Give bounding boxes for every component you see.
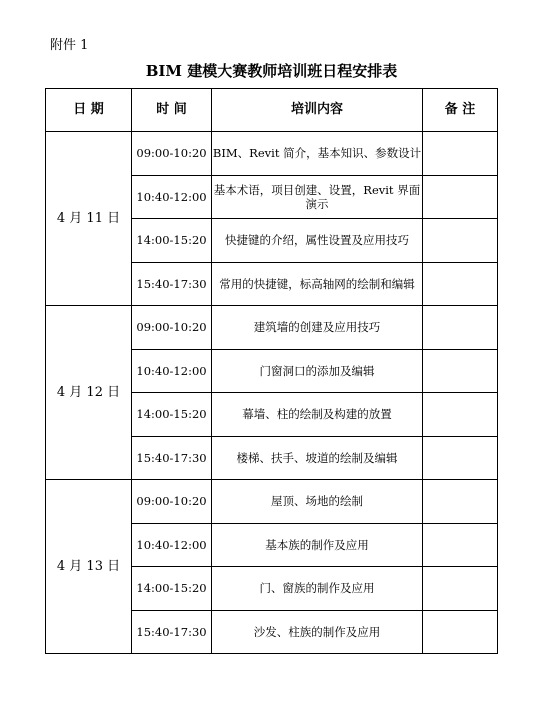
remarks-cell: [423, 480, 498, 524]
content-cell: 建筑墙的创建及应用技巧: [212, 306, 423, 350]
remarks-cell: [423, 306, 498, 350]
remarks-cell: [423, 262, 498, 306]
time-cell: 15:40-17:30: [132, 262, 212, 306]
remarks-cell: [423, 393, 498, 437]
remarks-cell: [423, 219, 498, 263]
header-date: 日 期: [46, 89, 132, 132]
content-cell: BIM、Revit 简介，基本知识、参数设计: [212, 132, 423, 176]
table-row: [46, 480, 498, 524]
attachment-label: 附件 1: [50, 38, 89, 53]
time-cell: 14:00-15:20: [132, 219, 212, 263]
content-cell: 门窗洞口的添加及编辑: [212, 349, 423, 393]
time-cell: 09:00-10:20: [132, 132, 212, 176]
time-cell: 14:00-15:20: [132, 393, 212, 437]
table-row: [46, 306, 498, 350]
remarks-cell: [423, 175, 498, 219]
remarks-cell: [423, 436, 498, 480]
time-cell: 10:40-12:00: [132, 523, 212, 567]
table-row: [46, 132, 498, 176]
time-cell: 10:40-12:00: [132, 175, 212, 219]
content-cell: 基本族的制作及应用: [212, 523, 423, 567]
remarks-cell: [423, 349, 498, 393]
date-cell: 4 月 13 日: [46, 480, 132, 654]
content-cell: 常用的快捷键，标高轴网的绘制和编辑: [212, 262, 423, 306]
content-cell: 沙发、柱族的制作及应用: [212, 610, 423, 654]
remarks-cell: [423, 610, 498, 654]
time-cell: 09:00-10:20: [132, 480, 212, 524]
schedule-table: [45, 88, 498, 654]
time-cell: 15:40-17:30: [132, 436, 212, 480]
time-cell: 14:00-15:20: [132, 567, 212, 611]
header-remarks: 备 注: [423, 89, 498, 132]
content-cell: 楼梯、扶手、坡道的绘制及编辑: [212, 436, 423, 480]
remarks-cell: [423, 132, 498, 176]
header-time: 时 间: [132, 89, 212, 132]
content-cell: 快捷键的介绍，属性设置及应用技巧: [212, 219, 423, 263]
date-cell: 4 月 11 日: [46, 132, 132, 306]
content-cell: 屋顶、场地的绘制: [212, 480, 423, 524]
remarks-cell: [423, 567, 498, 611]
time-cell: 10:40-12:00: [132, 349, 212, 393]
date-cell: 4 月 12 日: [46, 306, 132, 480]
content-cell: 基本术语，项目创建、设置，Revit 界面演示: [212, 175, 423, 219]
remarks-cell: [423, 523, 498, 567]
time-cell: 15:40-17:30: [132, 610, 212, 654]
content-cell: 幕墙、柱的绘制及构建的放置: [212, 393, 423, 437]
document-title: BIM 建模大赛教师培训班日程安排表: [145, 62, 398, 80]
header-row: [46, 89, 498, 132]
time-cell: 09:00-10:20: [132, 306, 212, 350]
content-cell: 门、窗族的制作及应用: [212, 567, 423, 611]
header-content: 培训内容: [212, 89, 423, 132]
